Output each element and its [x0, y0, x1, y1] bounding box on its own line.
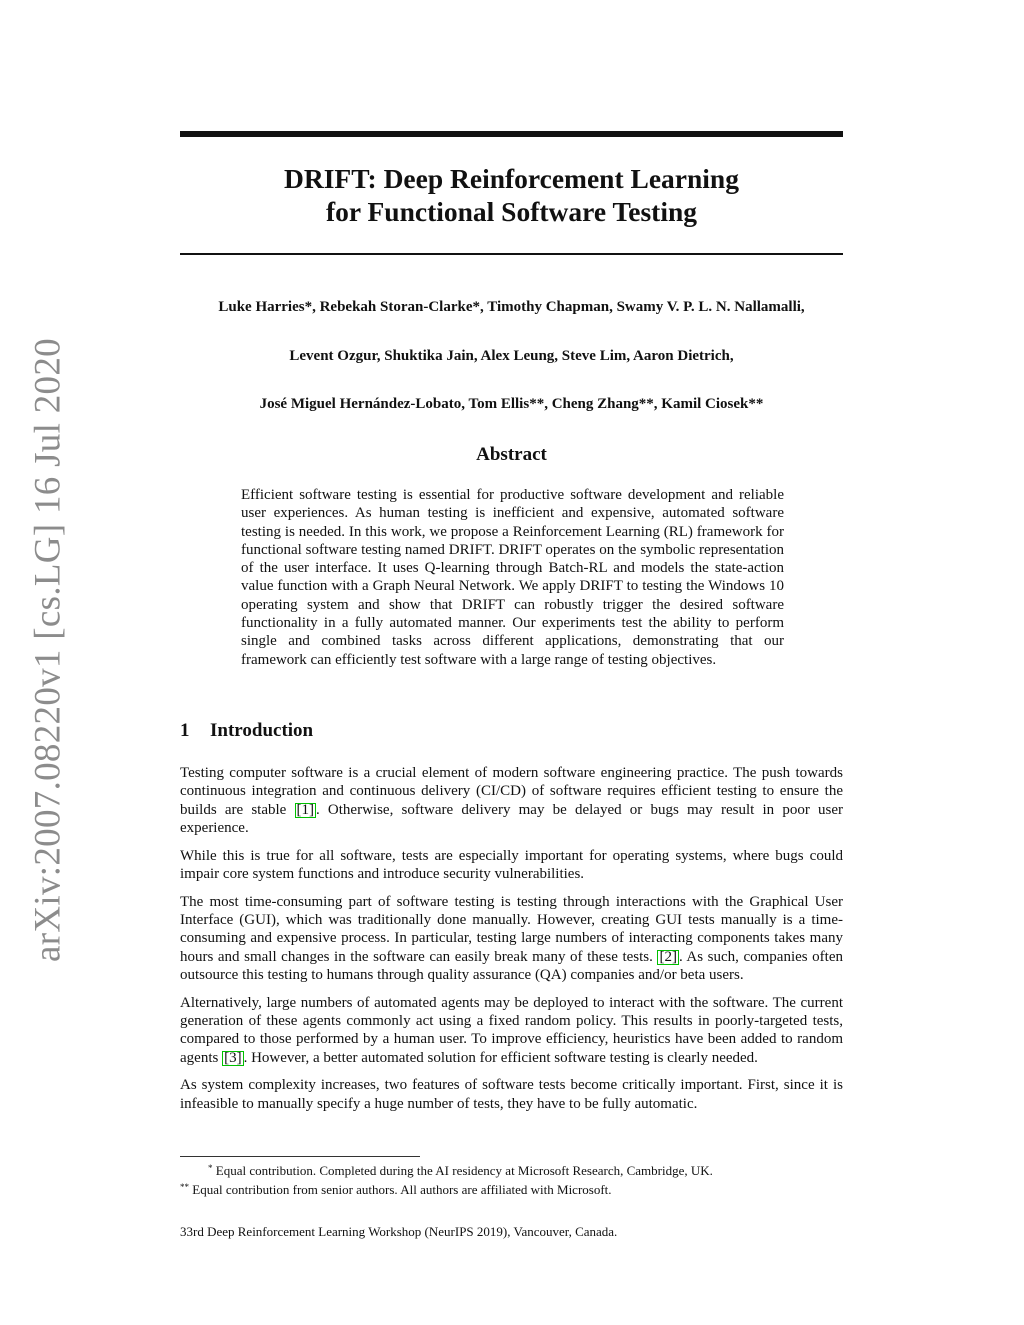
abstract-text: Efficient software testing is essential for productive software development and reliable user experiences. As human testing is inefficient and expensive, automated software testing is needed. In this work, we propose a Reinforcement Learning (RL) framework for functional software testing named DRIFT. DRIFT operates on the symbolic representation of the user interface. It uses Q-learning through Batch-RL and models the state-action value function with a Graph Neural Network. We apply DRIFT to testing the Windows 10 operating system and show that DRIFT can robustly trigger the desired software functionality in a fully automated manner. Our experiments test the ability to perform single and combined tasks across different applications, demonstrating that our framework can efficiently test software with a large range of testing objectives.: [241, 487, 784, 668]
citation-link-2[interactable]: [2]: [659, 948, 677, 965]
section-number: 1: [180, 720, 190, 741]
section-title: Introduction: [210, 720, 314, 741]
intro-paragraph-2: While this is true for all software, tests are especially important for operating systems, where bugs could impair core system functions and introduce security vulnerabilities.: [180, 847, 843, 882]
title-top-rule: [180, 131, 843, 137]
arxiv-identifier: arXiv:2007.08220v1 [cs.LG] 16 Jul 2020: [27, 338, 69, 962]
section-heading-introduction: [180, 720, 313, 742]
intro-paragraph-5: As system complexity increases, two features of software tests become critically important. First, since it is infeasible to manually specify a huge number of tests, they have to be fully automatic.: [180, 1077, 843, 1112]
footnote-rule: [180, 1156, 420, 1157]
intro-p1-text-a: Testing computer software is a crucial element of modern software engineering practice. The push towards continuous integration and continuous delivery (CI/CD) of software requires efficient testing to ensure the builds are stable: [180, 765, 843, 818]
intro-p4-text-a: Alternatively, large numbers of automated agents may be deployed to interact with the software. The current generation of these agents commonly act using a fixed random policy. This results in poorly-targeted tests, compared to those performed by a human user. To improve efficiency, heuristics have been added to random agents: [180, 994, 843, 1066]
abstract-heading: Abstract: [476, 444, 547, 465]
authors-line-1: Luke Harries*, Rebekah Storan-Clarke*, Timothy Chapman, Swamy V. P. L. N. Nallamalli,: [218, 299, 805, 315]
footnote-1-mark: *: [208, 1163, 213, 1173]
venue-note: 33rd Deep Reinforcement Learning Workshop (NeurIPS 2019), Vancouver, Canada.: [180, 1224, 618, 1239]
intro-paragraph-4: [180, 994, 843, 1067]
introduction-body: [180, 764, 843, 1123]
footnote-1: [180, 1160, 843, 1179]
intro-p3-text-a: The most time-consuming part of software testing is testing through interactions with the Graphical User Interface (GUI), which was traditionally done manually. However, creating GUI tests manually is a time-consuming and expensive process. In particular, testing large numbers of interacting components takes many hours and small changes in the software can easily break many of these tests.: [180, 893, 843, 965]
authors-line-3: José Miguel Hernández-Lobato, Tom Ellis**, Cheng Zhang**, Kamil Ciosek**: [259, 396, 764, 412]
footnote-2-text: Equal contribution from senior authors. All authors are affiliated with Microsoft.: [192, 1182, 612, 1197]
footnote-2: [180, 1179, 843, 1198]
citation-link-3[interactable]: [3]: [224, 1049, 242, 1066]
title-line-1: DRIFT: Deep Reinforcement Learning: [284, 163, 739, 194]
footnotes: [180, 1160, 843, 1198]
authors-line-2: Levent Ozgur, Shuktika Jain, Alex Leung, Steve Lim, Aaron Dietrich,: [289, 348, 734, 364]
intro-p1-text-b: . Otherwise, software delivery may be delayed or bugs may result in poor user experience.: [180, 801, 843, 836]
title-bottom-rule: [180, 253, 843, 255]
intro-p3-text-b: . As such, companies often outsource this testing to humans through quality assurance (QA) companies and/or beta users.: [180, 948, 843, 983]
citation-link-1[interactable]: [1]: [296, 801, 314, 818]
footnote-2-mark: **: [180, 1182, 189, 1192]
intro-paragraph-3: [180, 893, 843, 984]
intro-paragraph-1: [180, 764, 843, 837]
title-line-2: for Functional Software Testing: [325, 196, 698, 227]
intro-p4-text-b: . However, a better automated solution for efficient software testing is clearly needed.: [243, 1049, 758, 1066]
paper-title: [180, 162, 843, 228]
footnote-1-text: Equal contribution. Completed during the AI residency at Microsoft Research, Cambridge, UK.: [215, 1163, 713, 1178]
